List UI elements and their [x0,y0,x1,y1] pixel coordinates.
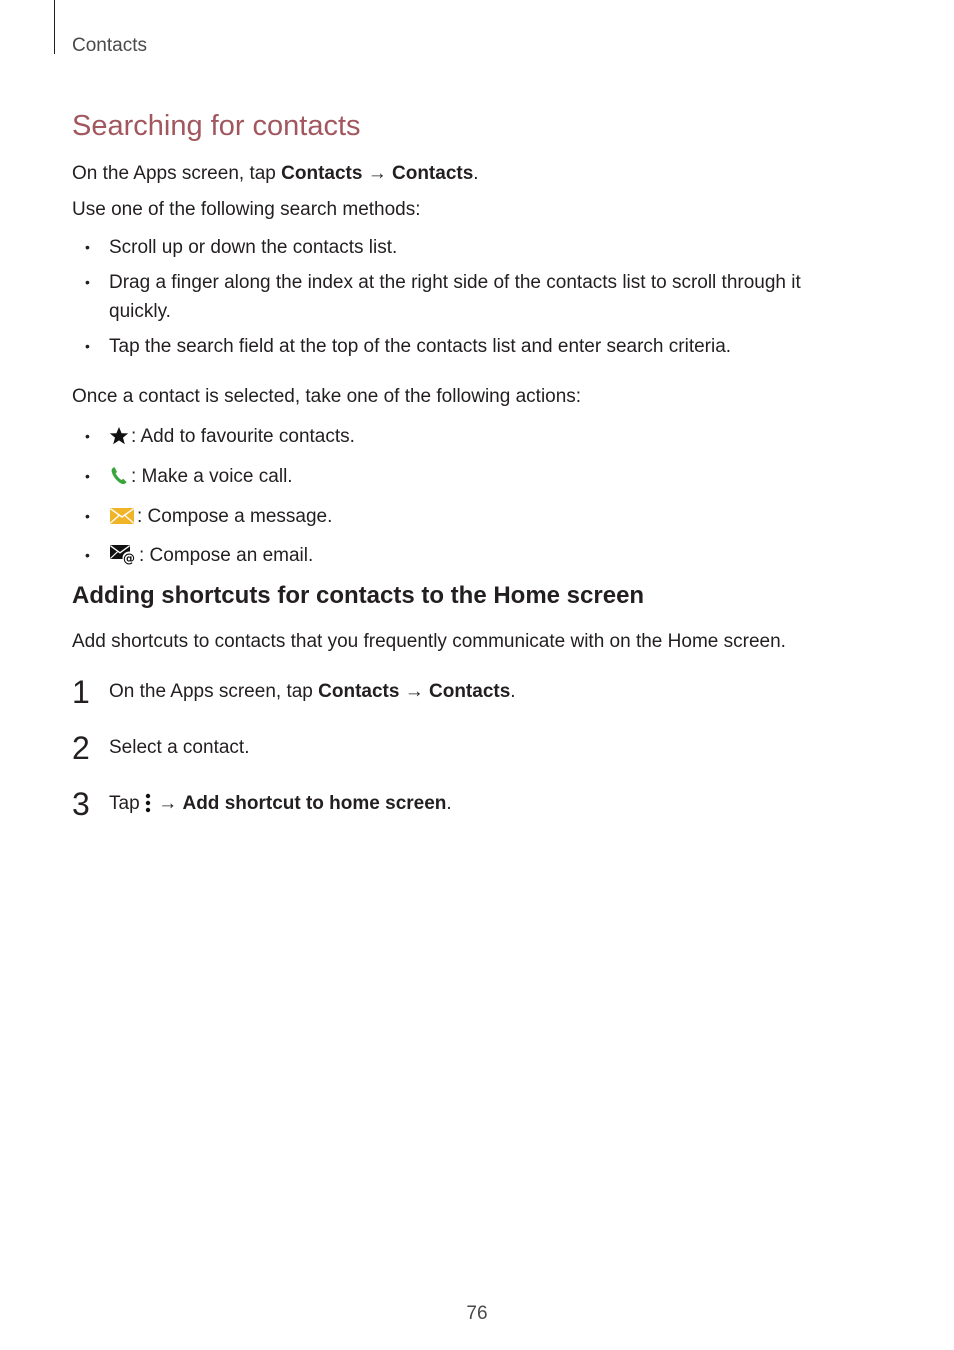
email-icon [109,543,137,574]
page-number: 76 [466,1303,488,1324]
running-header: Contacts [72,35,147,56]
bullet-dot: • [85,338,90,354]
header-rule [54,0,55,54]
list-item: • @ : Compose an email. [72,541,355,574]
contacts-label: Contacts [318,681,400,702]
svg-text:@: @ [123,551,135,565]
more-options-icon [145,792,151,824]
page-title: Searching for contacts [72,110,361,142]
step-item: 3 Tap → Add shortcut to home screen. [72,786,452,822]
bullet-dot: • [85,239,90,255]
message-icon [109,506,135,535]
bullet-dot: • [85,547,90,563]
list-item: • : Compose a message. [72,502,355,535]
contacts-label: Contacts [429,681,511,702]
step-item: 1 On the Apps screen, tap Contacts → Contacts. [72,674,516,710]
steps-list [72,676,516,844]
actions-intro: Once a contact is selected, take one of the following actions: [72,386,582,407]
shortcuts-intro: Add shortcuts to contacts that you frequently communicate with on the Home screen. [72,631,786,652]
contacts-label: Contacts [392,163,474,184]
intro-paragraph-2: Use one of the following search methods: [72,199,421,220]
bullet-dot: • [85,274,90,290]
step-number: 2 [72,730,90,766]
list-item: • Scroll up or down the contacts list. [72,233,801,262]
search-methods-list [72,233,801,361]
add-shortcut-label: Add shortcut to home screen [182,793,447,814]
list-item: • : Add to favourite contacts. [72,422,355,455]
phone-icon [109,466,129,495]
contacts-label: Contacts [281,163,363,184]
bullet-dot: • [85,428,90,444]
step-number: 3 [72,786,90,822]
list-item: • : Make a voice call. [72,462,355,495]
star-icon [109,426,129,455]
section-heading: Adding shortcuts for contacts to the Home screen [72,582,645,609]
step-item: 2 Select a contact. [72,730,250,766]
step-number: 1 [72,674,90,710]
list-item: • Drag a finger along the index at the right side of the contacts list to scroll through it quickly. [72,268,801,326]
list-item: • Tap the search field at the top of the contacts list and enter search criteria. [72,332,801,361]
bullet-dot: • [85,468,90,484]
intro-paragraph-1: On the Apps screen, tap Contacts → Contacts. [72,163,479,184]
actions-list [72,422,355,574]
bullet-dot: • [85,508,90,524]
